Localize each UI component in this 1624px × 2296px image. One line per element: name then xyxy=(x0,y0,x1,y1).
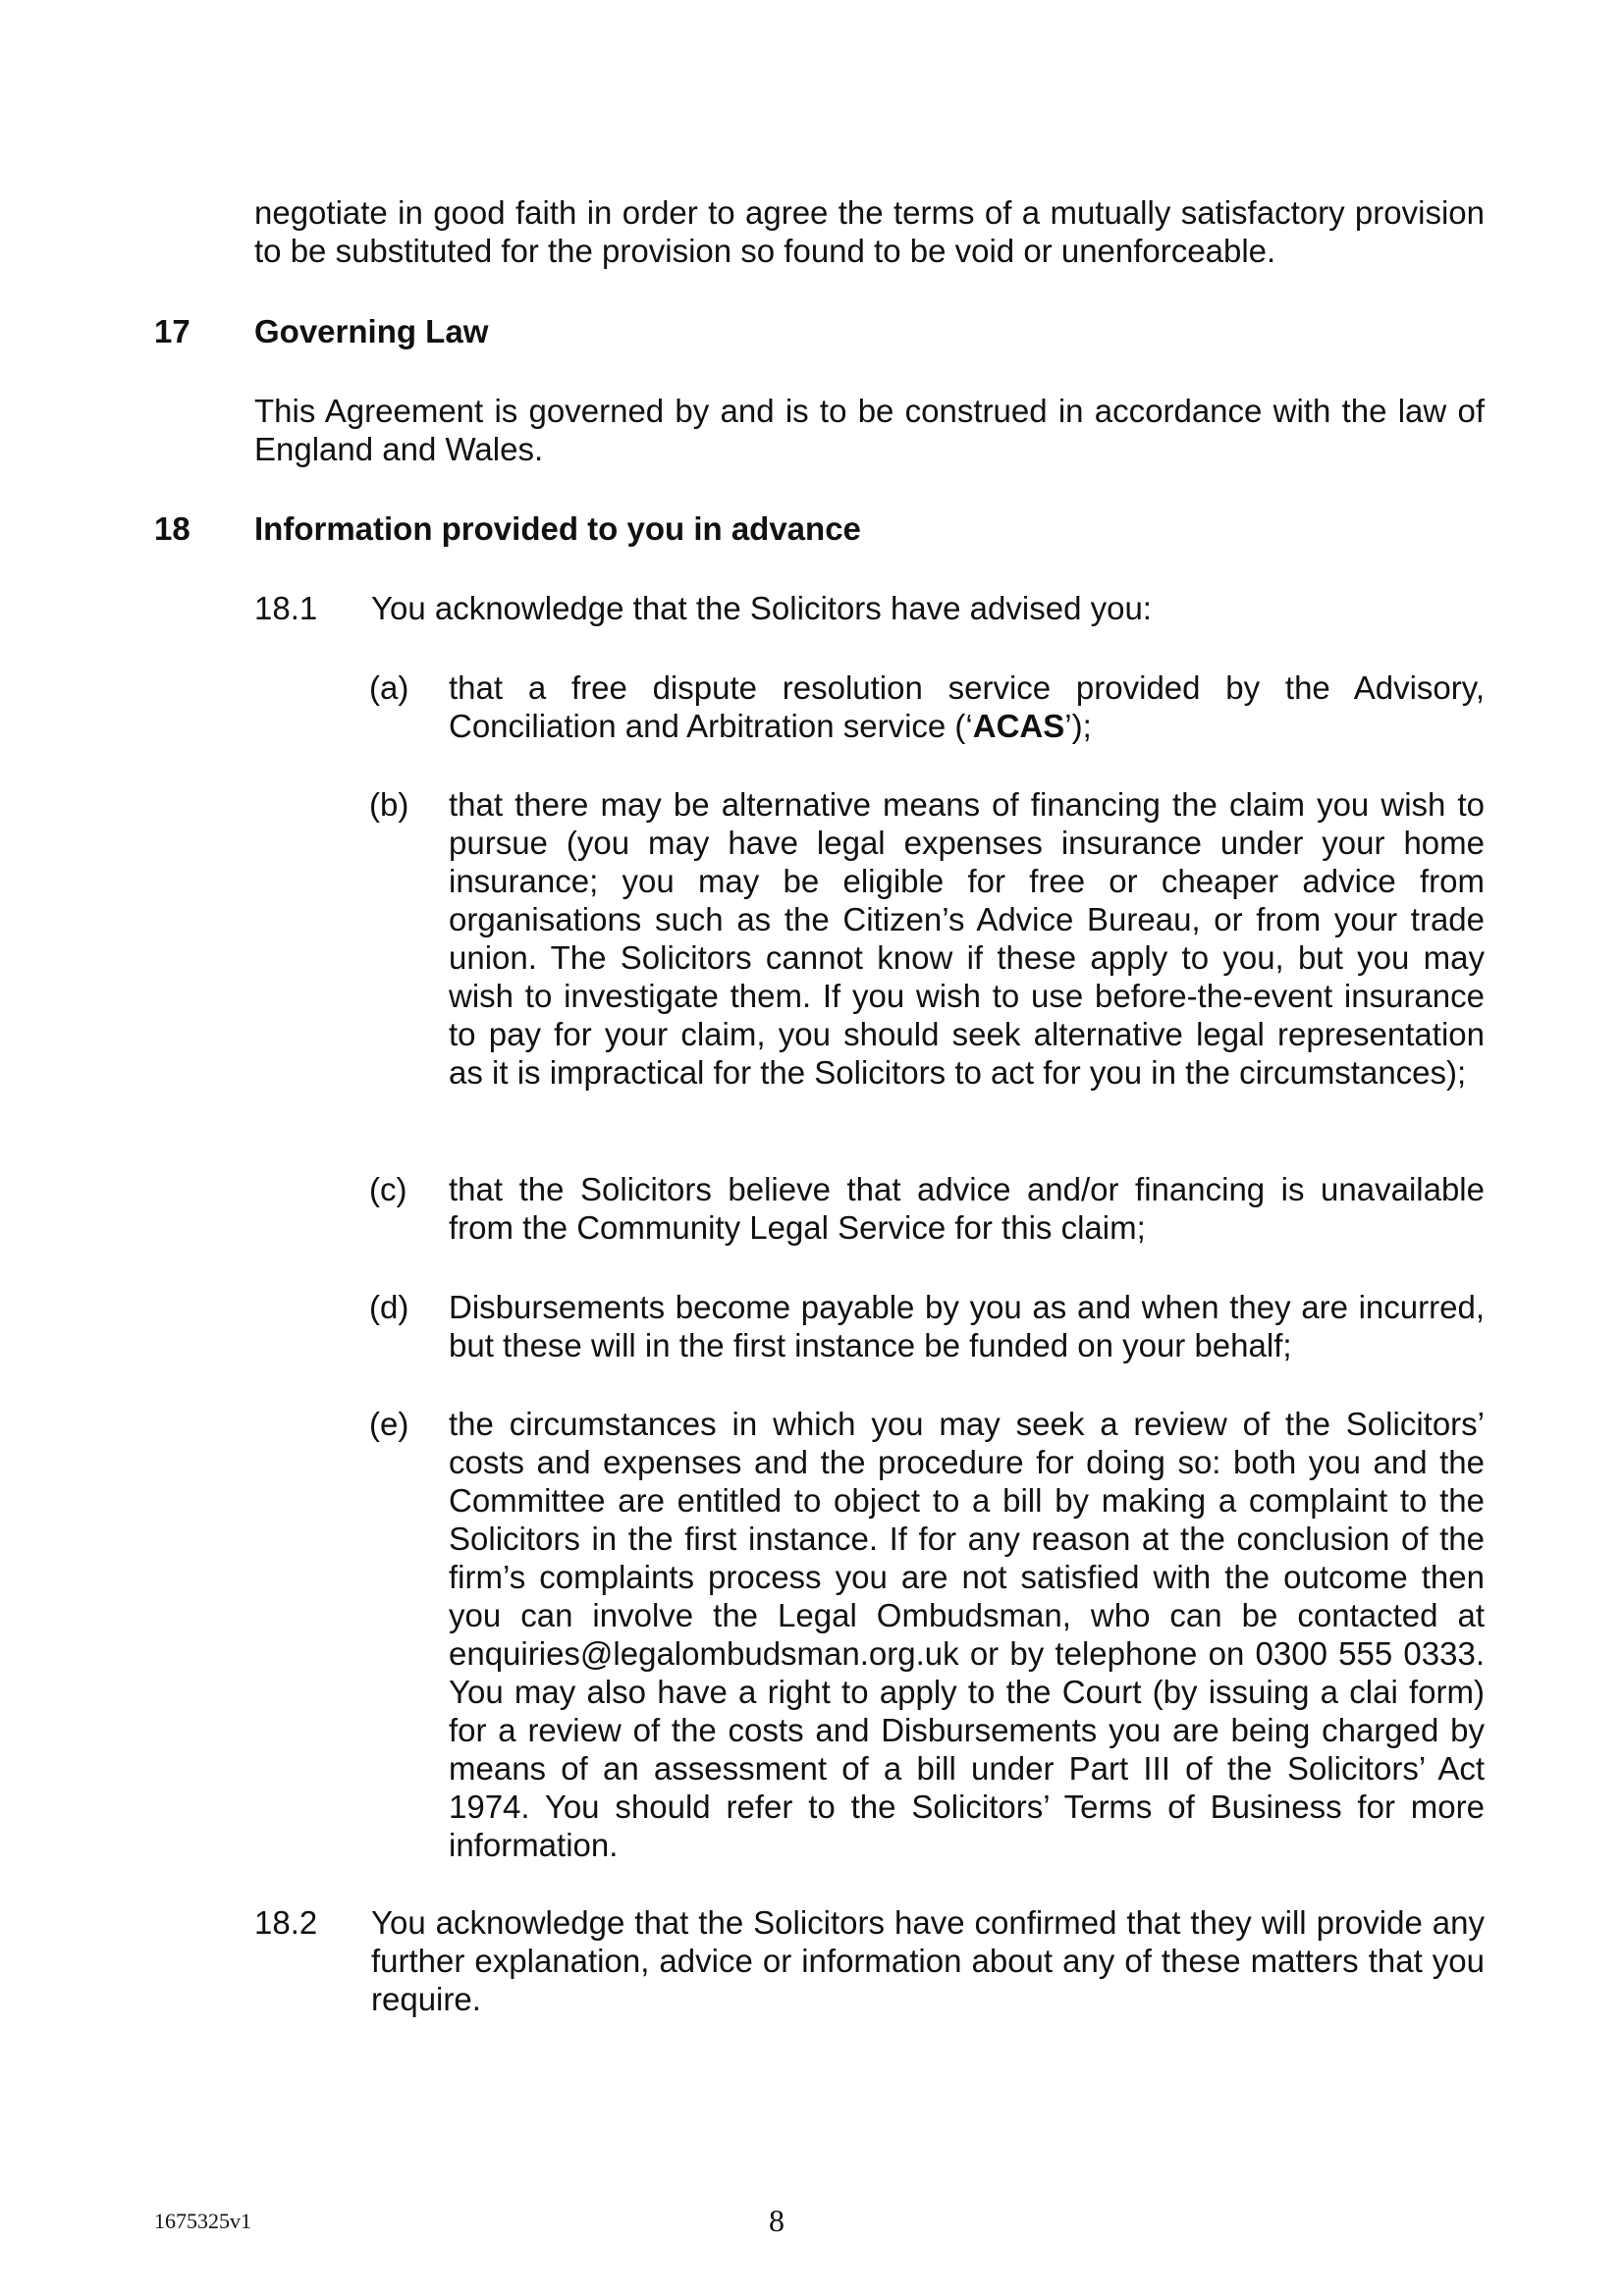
clause-18-1-text: You acknowledge that the Solicitors have advised you: xyxy=(371,590,1152,626)
page-number: 8 xyxy=(769,2203,785,2238)
item-b-label: (b) xyxy=(369,786,409,823)
acas-abbreviation: ACAS xyxy=(972,708,1065,744)
clause-18-2-text: You acknowledge that the Solicitors have confirmed that they will provide any further explanation, advice or information about any of these matters that you require. xyxy=(371,1904,1485,2017)
item-c-label: (c) xyxy=(369,1171,407,1207)
item-a-text-after: ’); xyxy=(1064,708,1092,744)
item-e-text: the circumstances in which you may seek a review of the Solicitors’ costs and expenses and the procedure for doing so: both you and the Committee are entitled to object to a bill by making a complaint to the Solicitors in the first instance. If for any reason at the conclusion of the firm’s complaints process you are not satisfied with the outcome then you can involve the Legal Ombudsman, who can be contacted at enquiries@legalombudsman.org.uk or by telephone on 0300 555 0333. You may also have a right to apply to the Court (by issuing a clai form) for a review of the costs and Disbursements you are being charged by means of an assessment of a bill under Part III of the Solicitors’ Act 1974. You should refer to the Solicitors’ Terms of Business for more information. xyxy=(449,1406,1485,1863)
item-d-text: Disbursements become payable by you as and when they are incurred, but these will in the first instance be funded on your behalf; xyxy=(449,1289,1485,1363)
item-c-text: that the Solicitors believe that advice and/or financing is unavailable from the Community Legal Service for this claim; xyxy=(449,1171,1485,1246)
item-e-label: (e) xyxy=(369,1406,409,1442)
item-a-text xyxy=(449,668,1485,745)
clause-18-1-number: 18.1 xyxy=(254,590,318,626)
section-17-title: Governing Law xyxy=(254,313,489,349)
item-a-text-before: that a free dispute resolution service provided by the Advisory, Conciliation and Arbitration service (‘ xyxy=(449,669,1485,744)
section-17-number: 17 xyxy=(154,313,190,349)
section-18-number: 18 xyxy=(154,510,190,547)
item-d-label: (d) xyxy=(369,1289,409,1325)
item-b-text: that there may be alternative means of financing the claim you wish to pursue (you may have legal expenses insurance under your home insurance; you may be eligible for free or cheaper advice from organisations such as the Citizen’s Advice Bureau, or from your trade union. The Solicitors cannot know if these apply to you, but you may wish to investigate them. If you wish to use before-the-event insurance to pay for your claim, you should seek alternative legal representation as it is impractical for the Solicitors to act for you in the circumstances); xyxy=(449,786,1485,1091)
section-18-title: Information provided to you in advance xyxy=(254,510,861,547)
clause-18-2-number: 18.2 xyxy=(254,1904,318,1941)
document-reference: 1675325v1 xyxy=(154,2209,251,2233)
intro-paragraph: negotiate in good faith in order to agree the terms of a mutually satisfactory provision to be substituted for the provision so found to be void or unenforceable. xyxy=(254,194,1485,269)
item-a-label: (a) xyxy=(369,669,409,706)
section-17-body: This Agreement is governed by and is to be construed in accordance with the law of England and Wales. xyxy=(254,393,1485,467)
